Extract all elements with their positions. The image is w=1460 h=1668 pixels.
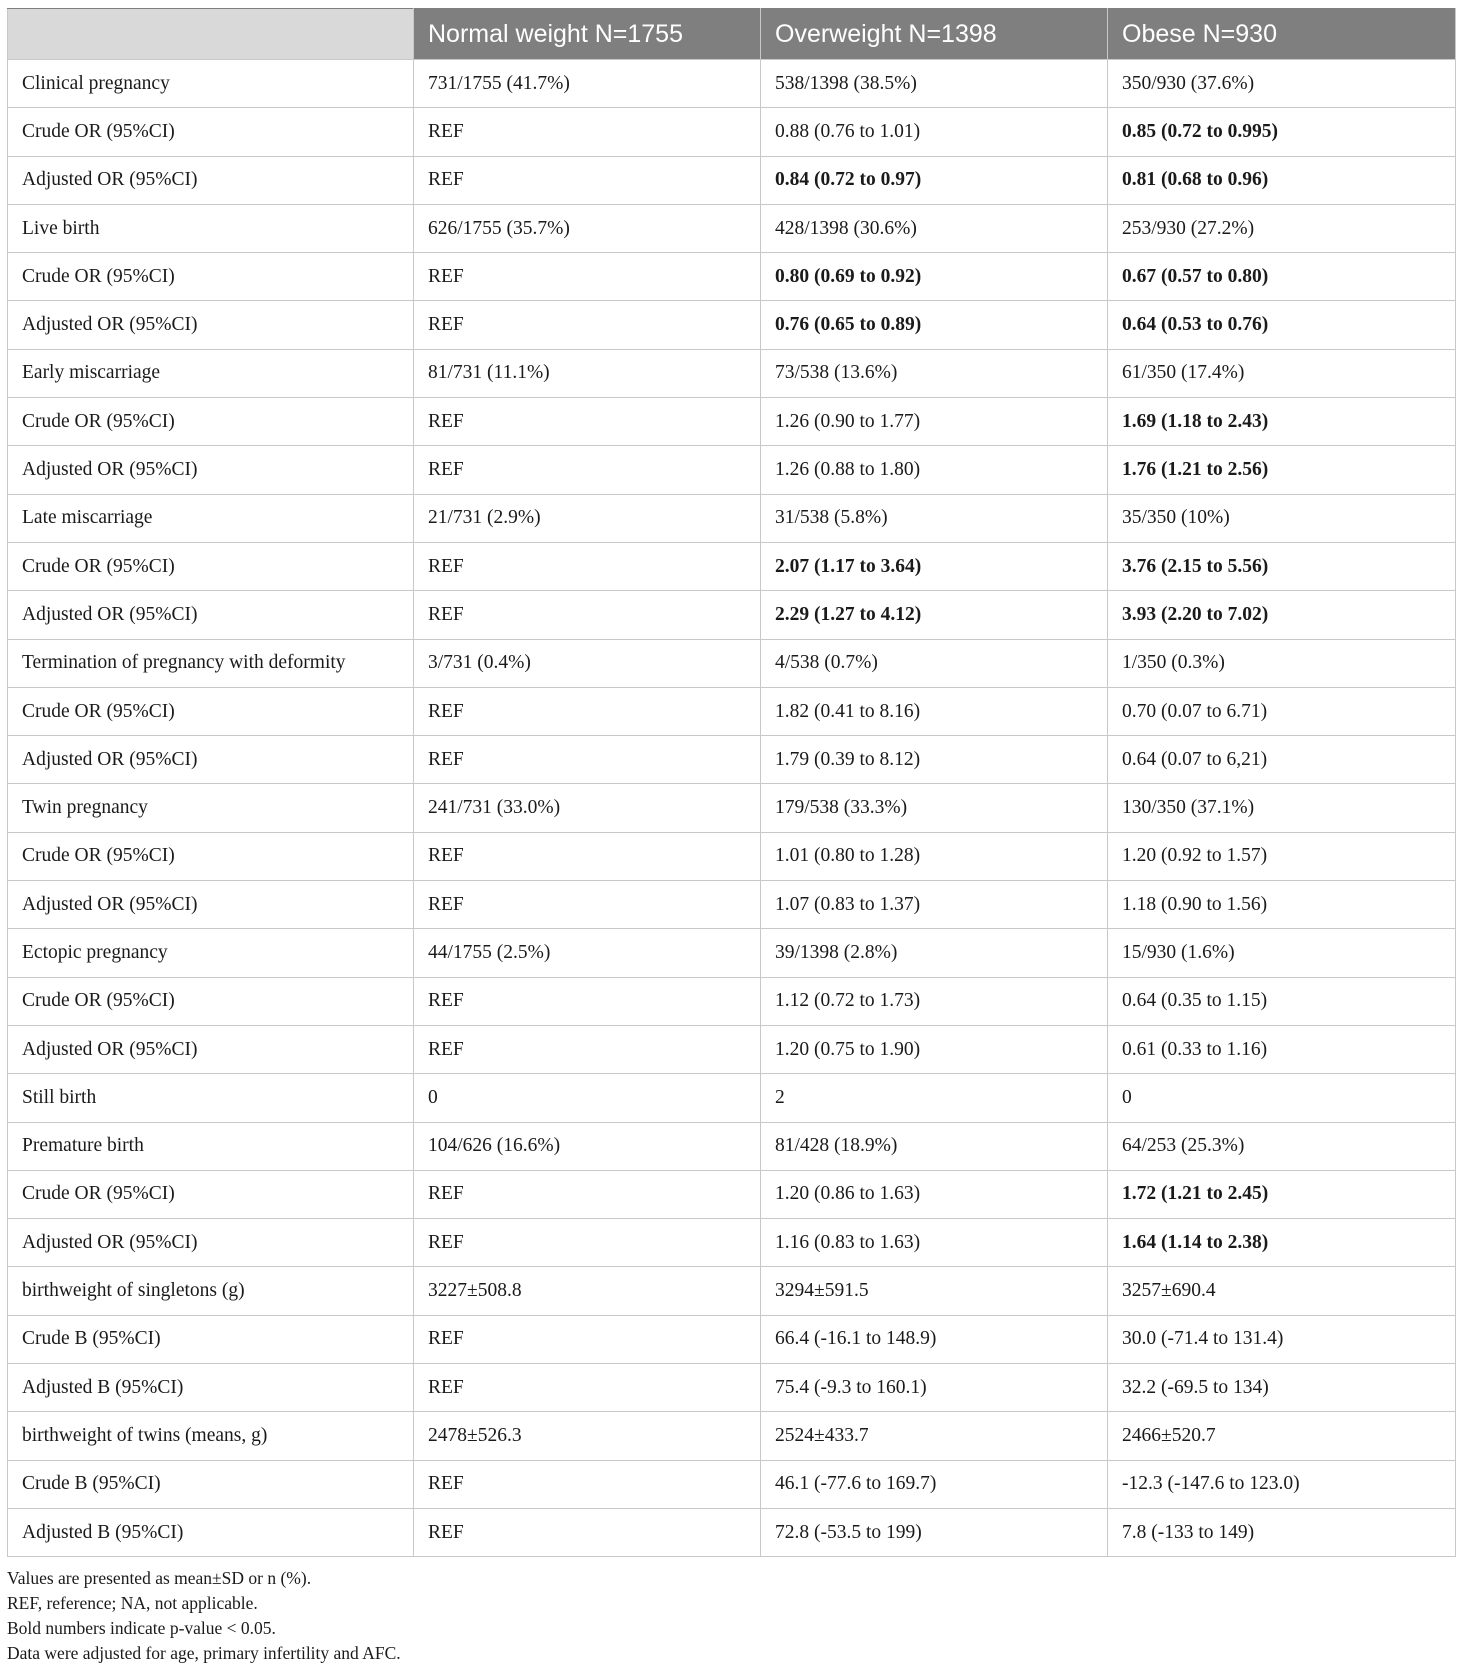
footnote: REF, reference; NA, not applicable.: [7, 1593, 258, 1613]
table-body: [8, 60, 1456, 1557]
table-row: [8, 542, 1456, 590]
cell-obese: 0.67 (0.57 to 0.80): [1108, 253, 1456, 301]
cell-overweight: 0.76 (0.65 to 0.89): [761, 301, 1108, 349]
row-label: Crude OR (95%CI): [8, 253, 414, 301]
row-label: Premature birth: [8, 1122, 414, 1170]
table-row: [8, 204, 1456, 252]
cell-normal-weight: REF: [414, 1025, 761, 1073]
table-row: [8, 881, 1456, 929]
table-row: [8, 349, 1456, 397]
cell-normal-weight: 104/626 (16.6%): [414, 1122, 761, 1170]
cell-normal-weight: 731/1755 (41.7%): [414, 60, 761, 108]
row-label: Crude OR (95%CI): [8, 108, 414, 156]
table-row: [8, 156, 1456, 204]
cell-normal-weight: REF: [414, 832, 761, 880]
header-cell-blank: [8, 9, 414, 60]
table-row: [8, 639, 1456, 687]
row-label: birthweight of singletons (g): [8, 1267, 414, 1315]
cell-overweight: 72.8 (-53.5 to 199): [761, 1508, 1108, 1556]
cell-normal-weight: REF: [414, 1170, 761, 1218]
cell-obese: 1.69 (1.18 to 2.43): [1108, 398, 1456, 446]
cell-overweight: 2.29 (1.27 to 4.12): [761, 591, 1108, 639]
cell-overweight: 1.82 (0.41 to 8.16): [761, 687, 1108, 735]
cell-normal-weight: REF: [414, 398, 761, 446]
cell-overweight: 0.80 (0.69 to 0.92): [761, 253, 1108, 301]
row-label: Crude OR (95%CI): [8, 977, 414, 1025]
row-label: Adjusted OR (95%CI): [8, 881, 414, 929]
cell-overweight: 1.12 (0.72 to 1.73): [761, 977, 1108, 1025]
cell-obese: 0: [1108, 1074, 1456, 1122]
row-label: Crude B (95%CI): [8, 1315, 414, 1363]
cell-obese: 350/930 (37.6%): [1108, 60, 1456, 108]
cell-normal-weight: REF: [414, 1364, 761, 1412]
row-label: Crude OR (95%CI): [8, 542, 414, 590]
table-row: [8, 1364, 1456, 1412]
cell-overweight: 39/1398 (2.8%): [761, 929, 1108, 977]
header-cell-normal-weight: Normal weight N=1755: [414, 9, 761, 60]
cell-normal-weight: REF: [414, 1219, 761, 1267]
row-label: Clinical pregnancy: [8, 60, 414, 108]
table-row: [8, 301, 1456, 349]
row-label: Adjusted OR (95%CI): [8, 446, 414, 494]
cell-obese: 0.81 (0.68 to 0.96): [1108, 156, 1456, 204]
results-table-container: [7, 8, 1455, 1557]
cell-normal-weight: 241/731 (33.0%): [414, 784, 761, 832]
cell-normal-weight: REF: [414, 301, 761, 349]
row-label: Crude OR (95%CI): [8, 832, 414, 880]
table-row: [8, 108, 1456, 156]
cell-normal-weight: REF: [414, 881, 761, 929]
cell-obese: 3.93 (2.20 to 7.02): [1108, 591, 1456, 639]
row-label: Live birth: [8, 204, 414, 252]
cell-overweight: 2524±433.7: [761, 1412, 1108, 1460]
cell-normal-weight: 3227±508.8: [414, 1267, 761, 1315]
table-row: [8, 253, 1456, 301]
cell-overweight: 0.88 (0.76 to 1.01): [761, 108, 1108, 156]
table-header: [8, 9, 1456, 60]
cell-obese: 1/350 (0.3%): [1108, 639, 1456, 687]
cell-obese: 1.20 (0.92 to 1.57): [1108, 832, 1456, 880]
cell-normal-weight: 21/731 (2.9%): [414, 494, 761, 542]
cell-overweight: 81/428 (18.9%): [761, 1122, 1108, 1170]
cell-overweight: 3294±591.5: [761, 1267, 1108, 1315]
cell-overweight: 75.4 (-9.3 to 160.1): [761, 1364, 1108, 1412]
row-label: Late miscarriage: [8, 494, 414, 542]
cell-obese: 3257±690.4: [1108, 1267, 1456, 1315]
cell-normal-weight: 44/1755 (2.5%): [414, 929, 761, 977]
cell-overweight: 1.01 (0.80 to 1.28): [761, 832, 1108, 880]
cell-obese: 0.64 (0.53 to 0.76): [1108, 301, 1456, 349]
table-row: [8, 398, 1456, 446]
cell-obese: 0.64 (0.35 to 1.15): [1108, 977, 1456, 1025]
row-label: Crude OR (95%CI): [8, 398, 414, 446]
table-row: [8, 929, 1456, 977]
footnote: Values are presented as mean±SD or n (%).: [7, 1568, 312, 1588]
cell-obese: 30.0 (-71.4 to 131.4): [1108, 1315, 1456, 1363]
table-row: [8, 832, 1456, 880]
cell-obese: 1.72 (1.21 to 2.45): [1108, 1170, 1456, 1218]
row-label: Termination of pregnancy with deformity: [8, 639, 414, 687]
cell-overweight: 538/1398 (38.5%): [761, 60, 1108, 108]
table-row: [8, 1508, 1456, 1556]
row-label: Adjusted OR (95%CI): [8, 301, 414, 349]
cell-overweight: 1.07 (0.83 to 1.37): [761, 881, 1108, 929]
cell-overweight: 4/538 (0.7%): [761, 639, 1108, 687]
table-row: [8, 591, 1456, 639]
cell-normal-weight: 0: [414, 1074, 761, 1122]
table-row: [8, 1412, 1456, 1460]
row-label: Still birth: [8, 1074, 414, 1122]
cell-obese: 15/930 (1.6%): [1108, 929, 1456, 977]
cell-obese: 0.70 (0.07 to 6.71): [1108, 687, 1456, 735]
cell-overweight: 1.26 (0.90 to 1.77): [761, 398, 1108, 446]
table-row: [8, 1122, 1456, 1170]
cell-normal-weight: REF: [414, 156, 761, 204]
cell-overweight: 2.07 (1.17 to 3.64): [761, 542, 1108, 590]
cell-normal-weight: 626/1755 (35.7%): [414, 204, 761, 252]
cell-normal-weight: REF: [414, 542, 761, 590]
row-label: Adjusted OR (95%CI): [8, 591, 414, 639]
table-row: [8, 1074, 1456, 1122]
row-label: Adjusted B (95%CI): [8, 1364, 414, 1412]
cell-normal-weight: REF: [414, 253, 761, 301]
footnote: Bold numbers indicate p-value < 0.05.: [7, 1618, 276, 1638]
table-row: [8, 1315, 1456, 1363]
row-label: Adjusted OR (95%CI): [8, 1025, 414, 1073]
cell-obese: 0.61 (0.33 to 1.16): [1108, 1025, 1456, 1073]
cell-normal-weight: REF: [414, 108, 761, 156]
cell-obese: 3.76 (2.15 to 5.56): [1108, 542, 1456, 590]
cell-obese: 130/350 (37.1%): [1108, 784, 1456, 832]
cell-overweight: 1.20 (0.75 to 1.90): [761, 1025, 1108, 1073]
results-table: [7, 8, 1456, 1557]
cell-normal-weight: REF: [414, 591, 761, 639]
cell-obese: 64/253 (25.3%): [1108, 1122, 1456, 1170]
cell-obese: 0.85 (0.72 to 0.995): [1108, 108, 1456, 156]
cell-normal-weight: REF: [414, 1460, 761, 1508]
row-label: Crude B (95%CI): [8, 1460, 414, 1508]
header-cell-overweight: Overweight N=1398: [761, 9, 1108, 60]
cell-normal-weight: REF: [414, 1315, 761, 1363]
row-label: Crude OR (95%CI): [8, 687, 414, 735]
header-row: [8, 9, 1456, 60]
table-footnotes: [7, 1566, 401, 1666]
table-row: [8, 1267, 1456, 1315]
table-row: [8, 736, 1456, 784]
cell-obese: 7.8 (-133 to 149): [1108, 1508, 1456, 1556]
table-row: [8, 1170, 1456, 1218]
cell-normal-weight: REF: [414, 687, 761, 735]
table-row: [8, 1460, 1456, 1508]
cell-overweight: 0.84 (0.72 to 0.97): [761, 156, 1108, 204]
cell-overweight: 46.1 (-77.6 to 169.7): [761, 1460, 1108, 1508]
cell-obese: 0.64 (0.07 to 6,21): [1108, 736, 1456, 784]
row-label: Adjusted OR (95%CI): [8, 1219, 414, 1267]
cell-overweight: 73/538 (13.6%): [761, 349, 1108, 397]
row-label: Early miscarriage: [8, 349, 414, 397]
row-label: Adjusted B (95%CI): [8, 1508, 414, 1556]
cell-overweight: 2: [761, 1074, 1108, 1122]
cell-normal-weight: REF: [414, 736, 761, 784]
cell-overweight: 66.4 (-16.1 to 148.9): [761, 1315, 1108, 1363]
table-row: [8, 687, 1456, 735]
cell-normal-weight: 3/731 (0.4%): [414, 639, 761, 687]
cell-overweight: 1.26 (0.88 to 1.80): [761, 446, 1108, 494]
cell-normal-weight: 2478±526.3: [414, 1412, 761, 1460]
cell-overweight: 1.16 (0.83 to 1.63): [761, 1219, 1108, 1267]
row-label: birthweight of twins (means, g): [8, 1412, 414, 1460]
row-label: Ectopic pregnancy: [8, 929, 414, 977]
row-label: Adjusted OR (95%CI): [8, 156, 414, 204]
row-label: Twin pregnancy: [8, 784, 414, 832]
cell-obese: 2466±520.7: [1108, 1412, 1456, 1460]
cell-overweight: 1.79 (0.39 to 8.12): [761, 736, 1108, 784]
table-row: [8, 1219, 1456, 1267]
cell-overweight: 428/1398 (30.6%): [761, 204, 1108, 252]
cell-normal-weight: REF: [414, 446, 761, 494]
table-row: [8, 977, 1456, 1025]
table-row: [8, 494, 1456, 542]
cell-obese: 61/350 (17.4%): [1108, 349, 1456, 397]
header-cell-obese: Obese N=930: [1108, 9, 1456, 60]
cell-normal-weight: 81/731 (11.1%): [414, 349, 761, 397]
table-row: [8, 784, 1456, 832]
cell-obese: 253/930 (27.2%): [1108, 204, 1456, 252]
cell-normal-weight: REF: [414, 977, 761, 1025]
cell-obese: 35/350 (10%): [1108, 494, 1456, 542]
row-label: Adjusted OR (95%CI): [8, 736, 414, 784]
cell-overweight: 31/538 (5.8%): [761, 494, 1108, 542]
cell-obese: 1.76 (1.21 to 2.56): [1108, 446, 1456, 494]
row-label: Crude OR (95%CI): [8, 1170, 414, 1218]
cell-obese: -12.3 (-147.6 to 123.0): [1108, 1460, 1456, 1508]
cell-overweight: 1.20 (0.86 to 1.63): [761, 1170, 1108, 1218]
cell-overweight: 179/538 (33.3%): [761, 784, 1108, 832]
table-row: [8, 1025, 1456, 1073]
cell-obese: 32.2 (-69.5 to 134): [1108, 1364, 1456, 1412]
cell-obese: 1.18 (0.90 to 1.56): [1108, 881, 1456, 929]
footnote: Data were adjusted for age, primary infertility and AFC.: [7, 1643, 401, 1663]
cell-normal-weight: REF: [414, 1508, 761, 1556]
cell-obese: 1.64 (1.14 to 2.38): [1108, 1219, 1456, 1267]
table-row: [8, 446, 1456, 494]
table-row: [8, 60, 1456, 108]
